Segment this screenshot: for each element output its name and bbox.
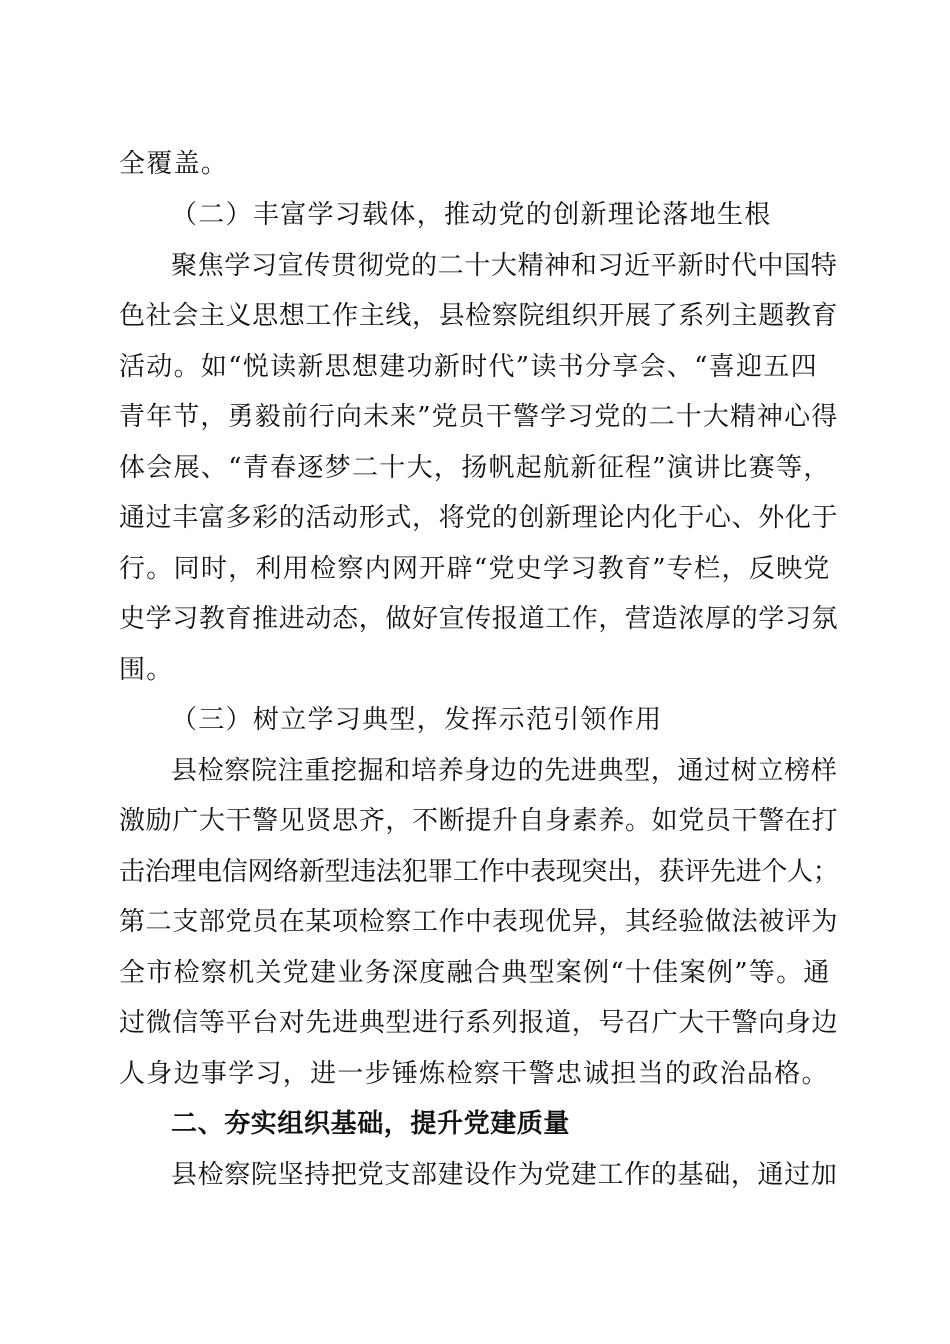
section-heading: 二、夯实组织基础，提升党建质量 — [171, 1109, 571, 1139]
paragraph-line: 过微信等平台对先进典型进行系列报道，号召广大干警向身边 — [119, 1008, 839, 1038]
paragraph-line: 全覆盖。 — [119, 149, 229, 179]
paragraph-line: 全市检察机关党建业务深度融合典型案例“十佳案例”等。通 — [119, 958, 831, 988]
paragraph-line: 体会展、“青春逐梦二十大，扬帆起航新征程”演讲比赛等， — [119, 453, 831, 483]
paragraph-line: 色社会主义思想工作主线，县检察院组织开展了系列主题教育 — [119, 301, 839, 331]
paragraph-line: 激励广大干警见贤思齐，不断提升自身素养。如党员干警在打 — [119, 806, 839, 836]
paragraph-line: 围。 — [119, 655, 174, 685]
section-subheading: （三）树立学习典型，发挥示范引领作用 — [171, 705, 663, 735]
paragraph-line: 通过丰富多彩的活动形式，将党的创新理论内化于心、外化于 — [119, 503, 839, 533]
paragraph-line: 史学习教育推进动态，做好宣传报道工作，营造浓厚的学习氛 — [119, 604, 839, 634]
paragraph-line: 第二支部党员在某项检察工作中表现优异，其经验做法被评为 — [119, 907, 839, 937]
paragraph-line: 行。同时，利用检察内网开辟“党史学习教育”专栏，反映党 — [119, 554, 831, 584]
paragraph-line: 聚焦学习宣传贯彻党的二十大精神和习近平新时代中国特 — [171, 251, 838, 281]
paragraph-line: 青年节，勇毅前行向未来”党员干警学习党的二十大精神心得 — [119, 402, 839, 432]
paragraph-line: 县检察院坚持把党支部建设作为党建工作的基础，通过加 — [171, 1160, 838, 1190]
paragraph-line: 活动。如“悦读新思想建功新时代”读书分享会、“喜迎五四 — [119, 352, 818, 382]
section-subheading: （二）丰富学习载体，推动党的创新理论落地生根 — [171, 200, 772, 230]
paragraph-line: 县检察院注重挖掘和培养身边的先进典型，通过树立榜样 — [171, 756, 838, 786]
paragraph-line: 人身边事学习，进一步锤炼检察干警忠诚担当的政治品格。 — [119, 1059, 829, 1089]
paragraph-line: 击治理电信网络新型违法犯罪工作中表现突出，获评先进个人； — [119, 857, 839, 887]
